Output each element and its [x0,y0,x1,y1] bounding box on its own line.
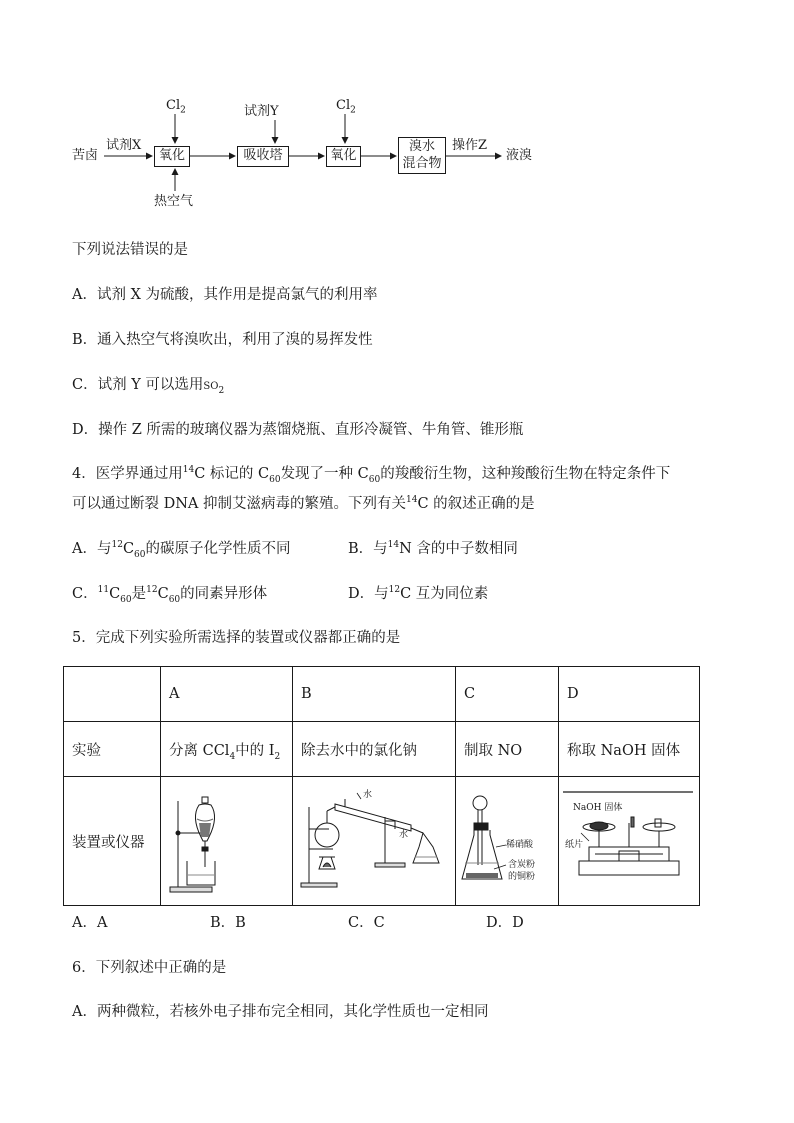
q4-option-d: D．与$^{12}$C 互为同位素 [348,585,489,602]
q4-stem-line-2: 可以通过断裂 DNA 抑制艾滋病毒的繁殖。下列有关$^{14}$C 的叙述正确的是 [72,495,535,512]
flow-source: 苦卤 [72,148,99,163]
flow-bromine-water-box: 溴水 混合物 [398,137,446,174]
naoh-solid-label: NaOH 固体 [573,803,623,813]
q5-stem: 5．完成下列实验所需选择的装置或仪器都正确的是 [72,630,401,646]
q6-option-a: A．两种微粒，若核外电子排布完全相同，其化学性质也一定相同 [72,1004,489,1020]
q3-option-c: C．试剂 Y 可以选用$SO_2$ [72,377,225,396]
flow-absorption-tower-box: 吸收塔 [237,146,289,167]
table-cell [64,667,161,722]
q5-option-a: A．A [72,915,108,931]
q3-stem: 下列说法错误的是 [72,242,188,258]
apparatus-d [559,777,700,906]
flow-arrows [68,100,548,220]
copper-powder-label-1: 含炭粉 [508,860,536,870]
flow-product: 液溴 [506,148,533,163]
q4-option-a: A．与$^{12}C_{60}$的碳原子化学性质不同 [72,540,291,560]
q5-option-d: D．D [486,915,524,931]
q3-option-d: D．操作 Z 所需的玻璃仪器为蒸馏烧瓶、直形冷凝管、牛角管、锥形瓶 [72,422,524,438]
paper-label: 纸片 [565,840,584,850]
row-label-experiment: 实验 [64,722,161,777]
experiment-b: 除去水中的氯化钠 [293,722,456,777]
flow-reagent-y: 试剂Y [244,104,279,119]
table-header-b: B [293,667,456,722]
q5-option-b: B．B [210,915,246,931]
experiment-d: 称取 NaOH 固体 [559,722,700,777]
q4-stem-line-1: 4．医学界通过用$^{14}$C 标记的 $C_{60}$发现了一种 $C_{60}$的羧酸衍生物，这种羧酸衍生物在特定条件下 [72,465,671,485]
flow-oxidation-box-1: 氧化 [154,146,190,167]
q3-option-a: A．试剂 X 为硫酸，其作用是提高氯气的利用率 [72,287,378,303]
table-header-row [64,667,700,722]
table-header-d: D [559,667,700,722]
water-out-label: 水 [399,830,409,840]
table-row-apparatus [64,777,700,906]
flow-cl2-2: $Cl_2$ [336,98,356,116]
q6-stem: 6．下列叙述中正确的是 [72,960,227,976]
q5-table [63,666,700,906]
q3-option-b: B．通入热空气将溴吹出，利用了溴的易挥发性 [72,332,373,348]
experiment-a: 分离 CCl$_4$中的 $I_2$ [161,722,293,777]
q4-option-c: C．$^{11}C_{60}$是$^{12}C_{60}$的同素异形体 [72,585,268,605]
flow-hot-air: 热空气 [154,194,194,209]
apparatus-b [293,777,456,906]
q4-option-b: B．与$^{14}$N 含的中子数相同 [348,540,518,557]
flow-reagent-x: 试剂X [106,138,142,153]
table-header-a: A [161,667,293,722]
apparatus-a [161,777,293,906]
flow-operation-z: 操作Z [452,138,488,153]
row-label-apparatus: 装置或仪器 [64,777,161,906]
nitric-acid-label: 稀硝酸 [506,840,534,850]
apparatus-c [456,777,559,906]
table-header-c: C [456,667,559,722]
copper-powder-label-2: 的铜粉 [508,872,536,882]
flow-cl2-1: $Cl_2$ [166,98,186,116]
q5-option-c: C．C [348,915,385,931]
experiment-c: 制取 NO [456,722,559,777]
distillation-apparatus-icon [293,789,453,897]
separatory-funnel-icon [161,789,291,897]
bromine-flow-chart [68,100,548,220]
table-row-experiment [64,722,700,777]
flow-oxidation-box-2: 氧化 [326,146,361,167]
water-in-label: 水 [363,790,373,800]
